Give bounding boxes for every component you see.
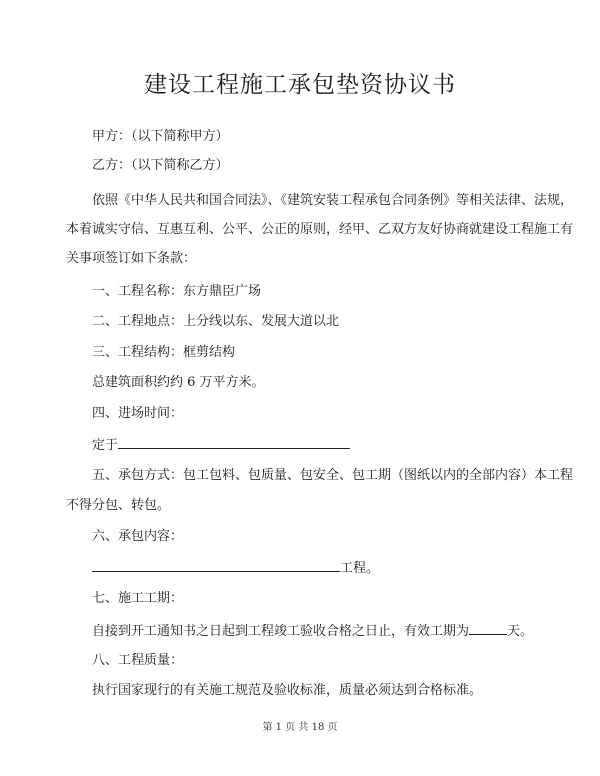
clause-construction-period: 七、施工工期：: [92, 591, 184, 606]
entry-date-blank: [118, 435, 350, 449]
page-footer: 第 1 页 共 18 页: [262, 722, 338, 733]
period-days-blank: [469, 621, 507, 635]
clause-quality: 八、工程质量：: [92, 653, 184, 668]
period-text-before: 自接到开工通知书之日起到工程竣工验收合格之日止，有效工期为: [92, 624, 470, 639]
period-text-after: 天。: [507, 624, 534, 639]
party-a-line: 甲方：（以下简称甲方）: [92, 129, 229, 144]
preamble-line-2: 本着诚实守信、互惠互利、公平、公正的原则，经甲、乙双方友好协商就建设工程施工有: [66, 222, 574, 237]
document-title: 建设工程施工承包垫资协议书: [144, 72, 456, 98]
clause-contract-mode-line-2: 不得分包、转包。: [66, 498, 171, 513]
clause-project-location: 二、工程地点：上分线以东、发展大道以北: [92, 314, 340, 329]
contract-content-suffix: 工程。: [340, 561, 380, 576]
preamble-line-3: 关事项签订如下条款：: [66, 251, 197, 266]
entry-date-prefix: 定于: [92, 438, 119, 453]
clause-structure: 三、工程结构：框剪结构: [92, 345, 236, 360]
clause-project-name: 一、工程名称：东方鼎臣广场: [92, 284, 262, 299]
total-area-line: 总建筑面积约约 6 万平方米。: [92, 375, 265, 390]
preamble-line-1: 依照《中华人民共和国合同法》、《建筑安装工程承包合同条例》等相关法律、法规，: [92, 193, 574, 208]
entry-date-line: [92, 435, 350, 455]
quality-standard-line: 执行国家现行的有关施工规范及验收标准，质量必须达到合格标准。: [92, 683, 483, 698]
clause-entry-time: 四、进场时间：: [92, 406, 184, 421]
contract-content-line: [92, 558, 379, 578]
contract-content-blank: [92, 558, 340, 572]
period-line: [92, 621, 533, 641]
clause-contract-content: 六、承包内容：: [92, 529, 184, 544]
clause-contract-mode-line-1: 五、承包方式：包工包料、包质量、包安全、包工期（图纸以内的全部内容）本工程: [92, 468, 574, 483]
party-b-line: 乙方：（以下简称乙方）: [92, 158, 229, 173]
